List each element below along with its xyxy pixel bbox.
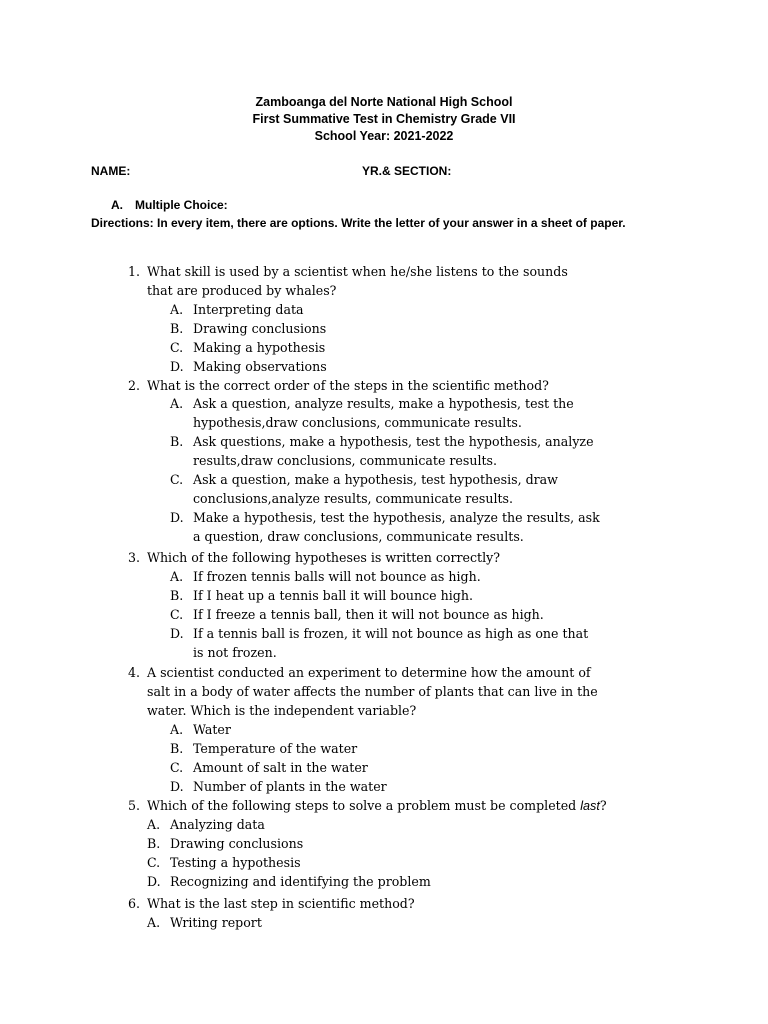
question-text: What skill is used by a scientist when he/she listens to the sounds [147, 264, 568, 279]
option-text: Amount of salt in the water [193, 760, 368, 775]
option-text: Ask a question, analyze results, make a hypothesis, test the [193, 396, 574, 411]
option-letter: C. [170, 607, 184, 622]
option-text: Making observations [193, 359, 327, 374]
option-letter: D. [147, 874, 161, 889]
option-letter: C. [170, 472, 184, 487]
section-letter: A. [111, 198, 123, 212]
question-text: water. Which is the independent variable? [147, 703, 417, 718]
question-number: 1. [127, 264, 140, 279]
question-text: that are produced by whales? [147, 283, 337, 298]
question-text: What is the last step in scientific method? [147, 896, 415, 911]
option-text: Analyzing data [170, 817, 265, 832]
option-text: Recognizing and identifying the problem [170, 874, 431, 889]
question-number: 4. [127, 665, 140, 680]
option-text: If I heat up a tennis ball it will bounce high. [193, 588, 473, 603]
option-letter: B. [170, 741, 184, 756]
school-name: Zamboanga del Norte National High School [255, 95, 513, 109]
option-letter: A. [170, 569, 184, 584]
question-text: Which of the following hypotheses is written correctly? [147, 550, 501, 565]
option-text: Temperature of the water [193, 741, 358, 756]
question-text: What is the correct order of the steps in the scientific method? [147, 378, 549, 393]
option-text: hypothesis,draw conclusions, communicate results. [193, 415, 522, 430]
option-text: Ask questions, make a hypothesis, test the hypothesis, analyze [193, 434, 594, 449]
option-letter: D. [170, 510, 184, 525]
option-letter: D. [170, 359, 184, 374]
directions: Directions: In every item, there are options. Write the letter of your answer in a sheet of paper. [91, 216, 626, 230]
option-letter: D. [170, 626, 184, 641]
option-text: results,draw conclusions, communicate results. [193, 453, 498, 468]
option-text: Ask a question, make a hypothesis, test hypothesis, draw [193, 472, 558, 487]
option-letter: C. [170, 760, 184, 775]
option-text: If frozen tennis balls will not bounce as high. [193, 569, 481, 584]
section-field-label: YR.& SECTION: [362, 164, 452, 178]
section-title: Multiple Choice: [135, 198, 228, 212]
option-letter: A. [147, 817, 161, 832]
question-number: 3. [127, 550, 140, 565]
option-letter: B. [147, 836, 161, 851]
question-text: salt in a body of water affects the number of plants that can live in the [147, 684, 598, 699]
question-text: A scientist conducted an experiment to determine how the amount of [147, 665, 591, 680]
option-letter: A. [170, 302, 184, 317]
option-text: If a tennis ball is frozen, it will not bounce as high as one that [193, 626, 589, 641]
test-title: First Summative Test in Chemistry Grade VII [252, 112, 516, 126]
option-letter: A. [170, 722, 184, 737]
option-text: a question, draw conclusions, communicate results. [193, 529, 524, 544]
school-year: School Year: 2021-2022 [314, 129, 454, 143]
question-number: 6. [127, 896, 140, 911]
option-text: Drawing conclusions [170, 836, 304, 851]
option-text: Drawing conclusions [193, 321, 327, 336]
option-text: Writing report [170, 915, 262, 930]
name-field-label: NAME: [91, 164, 131, 178]
option-text: If I freeze a tennis ball, then it will not bounce as high. [193, 607, 544, 622]
option-text: Make a hypothesis, test the hypothesis, analyze the results, ask [193, 510, 600, 525]
option-text: is not frozen. [193, 645, 277, 660]
option-letter: A. [170, 396, 184, 411]
option-text: Water [193, 722, 231, 737]
emphasis-word: last [580, 799, 600, 813]
option-letter: C. [147, 855, 161, 870]
question-text: Which of the following steps to solve a problem must be completed last? [147, 798, 607, 813]
option-text: Interpreting data [193, 302, 304, 317]
question-number: 2. [127, 378, 140, 393]
option-letter: A. [147, 915, 161, 930]
option-text: conclusions,analyze results, communicate results. [193, 491, 514, 506]
option-text: Number of plants in the water [193, 779, 387, 794]
option-letter: D. [170, 779, 184, 794]
option-text: Testing a hypothesis [170, 855, 301, 870]
option-letter: C. [170, 340, 184, 355]
option-letter: B. [170, 588, 184, 603]
option-text: Making a hypothesis [193, 340, 326, 355]
option-letter: B. [170, 434, 184, 449]
question-number: 5. [127, 798, 140, 813]
option-letter: B. [170, 321, 184, 336]
